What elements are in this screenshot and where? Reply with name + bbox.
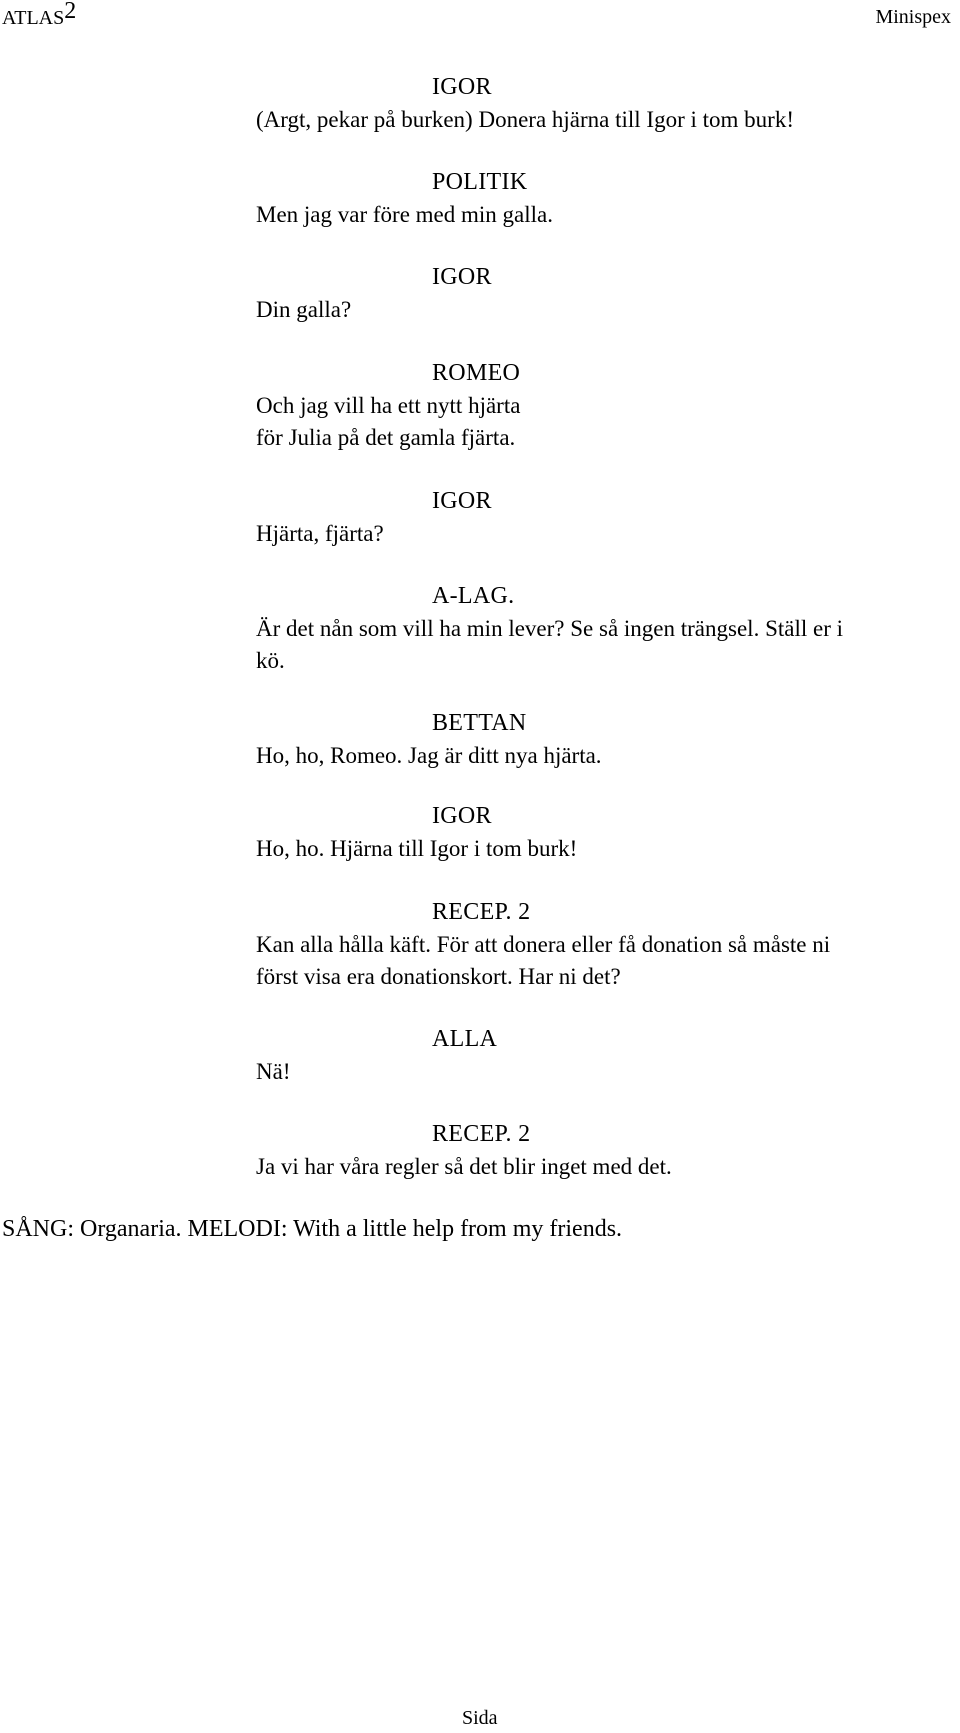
speaker-name: ROMEO <box>432 360 521 386</box>
dialogue-line: kö. <box>256 648 285 673</box>
dialogue-line: Nä! <box>256 1059 291 1084</box>
speaker-name: IGOR <box>432 803 492 829</box>
dialogue-line: för Julia på det gamla fjärta. <box>256 425 516 450</box>
dialogue-line: Är det nån som vill ha min lever? Se så ingen trängsel. Ställ er i <box>256 616 843 641</box>
dialogue-line: Ja vi har våra regler så det blir inget med det. <box>256 1154 672 1179</box>
speaker-name: BETTAN <box>432 710 527 736</box>
speaker-name: RECEP. 2 <box>432 899 531 925</box>
speaker-name: POLITIK <box>432 169 528 195</box>
dialogue-line: Och jag vill ha ett nytt hjärta <box>256 393 521 418</box>
dialogue-line: Ho, ho. Hjärna till Igor i tom burk! <box>256 836 578 861</box>
song-title: SÅNG: Organaria. MELODI: With a little help from my friends. <box>2 1216 623 1242</box>
dialogue-line: Hjärta, fjärta? <box>256 521 384 546</box>
header-title <box>2 0 77 31</box>
title-text: ATLAS <box>2 7 65 29</box>
speaker-name: IGOR <box>432 264 492 290</box>
speaker-name: ALLA <box>432 1026 498 1052</box>
dialogue-line: (Argt, pekar på burken) Donera hjärna till Igor i tom burk! <box>256 107 794 132</box>
header-right: Minispex <box>875 6 951 28</box>
speaker-name: IGOR <box>432 488 492 514</box>
dialogue-line: Din galla? <box>256 297 352 322</box>
page-footer: Sida <box>462 1707 498 1729</box>
title-superscript: 2 <box>64 0 77 24</box>
dialogue-line: först visa era donationskort. Har ni det? <box>256 964 621 989</box>
dialogue-line: Men jag var före med min galla. <box>256 202 553 227</box>
speaker-name: RECEP. 2 <box>432 1121 531 1147</box>
speaker-name: A-LAG. <box>432 583 515 609</box>
dialogue-line: Kan alla hålla käft. För att donera eller få donation så måste ni <box>256 932 831 957</box>
dialogue-line: Ho, ho, Romeo. Jag är ditt nya hjärta. <box>256 743 602 768</box>
speaker-name: IGOR <box>432 74 492 100</box>
